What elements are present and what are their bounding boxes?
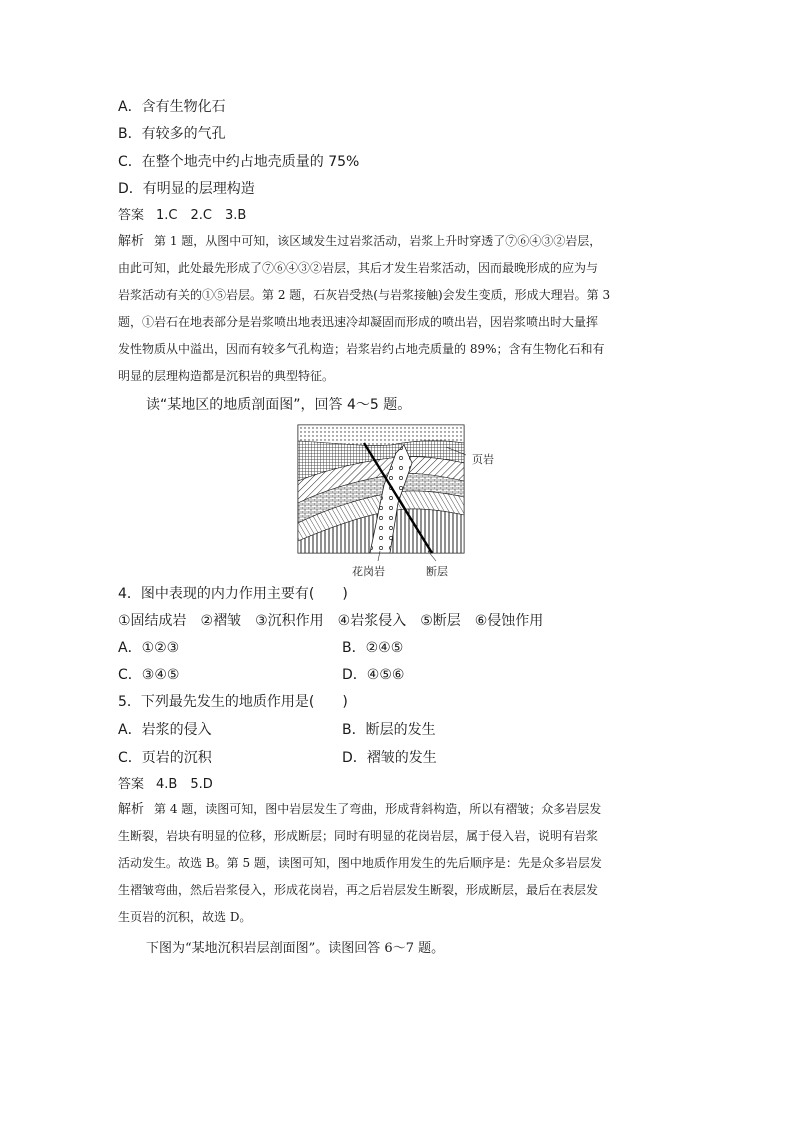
q4-items: ①固结成岩 ②褶皱 ③沉积作用 ④岩浆侵入 ⑤断层 ⑥侵蚀作用: [118, 613, 544, 629]
intro-questions-6-7: 下图为“某地沉积岩层剖面图”。读图回答 6～7 题。: [146, 941, 445, 956]
answer-text: 4.B 5.D: [156, 777, 213, 792]
q3-option-a: A．含有生物化石: [118, 99, 226, 115]
q3-option-c: C．在整个地壳中约占地壳质量的 75%: [118, 154, 360, 170]
q4-option-d: D．④⑤⑥: [342, 667, 405, 683]
explanation-label: 解析: [118, 234, 145, 249]
explanation-line: 生页岩的沉积，故选 D。: [118, 910, 252, 924]
intro-questions-4-5: 读“某地区的地质剖面图”，回答 4～5 题。: [146, 397, 412, 413]
explanation-line: 题，①岩石在地表部分是岩浆喷出地表迅速冷却凝固而形成的喷出岩，因岩浆喷出时大量挥: [118, 315, 599, 329]
q5-option-b: B．断层的发生: [342, 722, 436, 738]
answer-text: 1.C 2.C 3.B: [156, 208, 247, 223]
explanation-line: 明显的层理构造都是沉积岩的典型特征。: [118, 369, 335, 383]
explanation-block-2: [118, 796, 678, 931]
geologic-section-drawing: [296, 423, 496, 578]
q5-option-d: D．褶皱的发生: [342, 750, 437, 766]
q4-option-b: B．②④⑤: [342, 640, 404, 656]
geologic-section-figure: [296, 423, 496, 578]
answer-block-2: [118, 775, 213, 795]
explanation-line: 活动发生。故选 B。第 5 题，读图可知，图中地质作用发生的先后顺序是：先是众多岩层发: [118, 856, 602, 870]
q4-stem: 4．图中表现的内力作用主要有( ): [118, 586, 348, 602]
explanation-block-1: [118, 228, 678, 390]
q3-option-b: B．有较多的气孔: [118, 126, 226, 142]
explanation-line: 解析 第 4 题，读图可知，图中岩层发生了弯曲，形成背斜构造，所以有褶皱；众多岩层发: [118, 802, 602, 817]
answer-label: 答案: [118, 208, 145, 223]
q3-option-d: D．有明显的层理构造: [118, 181, 255, 197]
explanation-line: 生断裂，岩块有明显的位移，形成断层；同时有明显的花岗岩层，属于侵入岩，说明有岩浆: [118, 829, 599, 843]
label-granite: 花岗岩: [352, 565, 385, 578]
explanation-line: 解析 第 1 题，从图中可知，该区域发生过岩浆活动，岩浆上升时穿透了⑦⑥④③②岩层，: [118, 234, 602, 249]
q5-option-c: C．页岩的沉积: [118, 750, 212, 766]
q4-option-c: C．③④⑤: [118, 667, 180, 683]
label-fault: 断层: [426, 565, 448, 578]
explanation-line: 发性物质从中溢出，因而有较多气孔构造；岩浆岩约占地壳质量的 89%；含有生物化石和有: [118, 342, 605, 356]
q4-option-a: A．①②③: [118, 640, 180, 656]
explanation-line: 生褶皱弯曲，然后岩浆侵入，形成花岗岩，再之后岩层发生断裂，形成断层，最后在表层发: [118, 883, 599, 897]
explanation-label: 解析: [118, 802, 145, 817]
explanation-line: 岩浆活动有关的①⑤岩层。第 2 题，石灰岩受热(与岩浆接触)会发生变质，形成大理岩。第 3: [118, 288, 611, 302]
q5-stem: 5．下列最先发生的地质作用是( ): [118, 694, 348, 710]
label-shale: 页岩: [472, 453, 494, 466]
answer-label: 答案: [118, 777, 145, 792]
explanation-line: 由此可知，此处最先形成了⑦⑥④③②岩层，其后才发生岩浆活动，因而最晚形成的应为与: [118, 261, 599, 275]
q5-option-a: A．岩浆的侵入: [118, 722, 212, 738]
answer-block-1: [118, 206, 246, 226]
